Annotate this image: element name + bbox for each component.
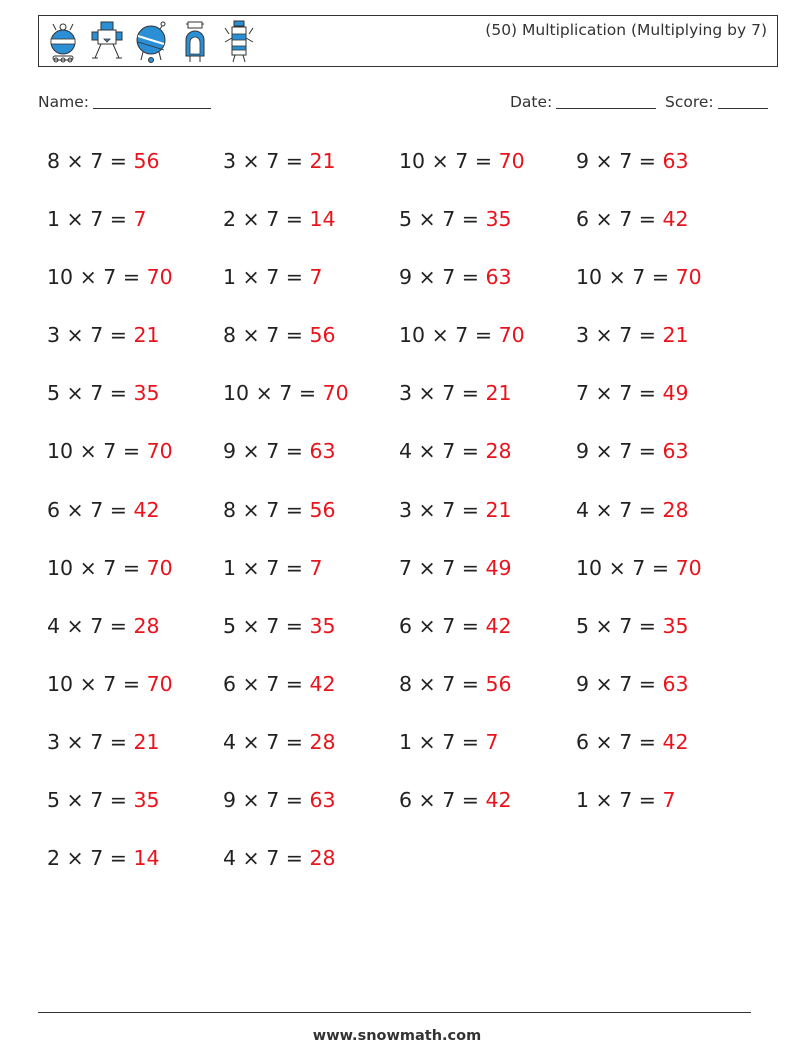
- problem-answer: 63: [309, 439, 336, 464]
- problem-answer: 21: [133, 323, 160, 348]
- problem-row: [47, 842, 767, 900]
- problem-row: [47, 319, 767, 377]
- problem-answer: 35: [133, 788, 160, 813]
- problem-question: 5 × 7 =: [223, 613, 310, 638]
- problem-row: [47, 668, 767, 726]
- problem-row: [47, 435, 767, 493]
- problem-answer: 28: [485, 439, 512, 464]
- problem-answer: 70: [146, 671, 173, 696]
- problem-item: [576, 377, 689, 409]
- problem-question: 4 × 7 =: [399, 439, 486, 464]
- robot-icons: [45, 20, 257, 64]
- problem-question: 7 × 7 =: [399, 555, 486, 580]
- problem-item: [576, 784, 676, 816]
- problem-item: [399, 494, 512, 526]
- problem-question: 5 × 7 =: [47, 381, 134, 406]
- problem-answer: 42: [662, 729, 689, 754]
- problem-item: [223, 203, 336, 235]
- problem-question: 7 × 7 =: [576, 381, 663, 406]
- problem-item: [47, 494, 160, 526]
- problem-row: [47, 610, 767, 668]
- problem-question: 10 × 7 =: [47, 555, 147, 580]
- problem-answer: 35: [662, 613, 689, 638]
- score-blank[interactable]: [718, 92, 768, 109]
- problem-item: [399, 784, 512, 816]
- problem-item: [223, 784, 336, 816]
- problem-item: [576, 494, 689, 526]
- problem-item: [399, 552, 512, 584]
- problem-question: 9 × 7 =: [399, 265, 486, 290]
- problem-question: 6 × 7 =: [576, 729, 663, 754]
- robot-capsule-icon: [177, 20, 213, 64]
- problem-answer: 42: [485, 613, 512, 638]
- problem-answer: 42: [485, 788, 512, 813]
- problem-item: [576, 668, 689, 700]
- problem-answer: 7: [485, 729, 499, 754]
- problem-item: [223, 842, 336, 874]
- problem-question: 3 × 7 =: [576, 323, 663, 348]
- problem-question: 9 × 7 =: [576, 439, 663, 464]
- problem-item: [47, 668, 173, 700]
- problem-answer: 70: [498, 149, 525, 173]
- problem-item: [399, 610, 512, 642]
- problem-question: 3 × 7 =: [399, 497, 486, 522]
- problem-question: 4 × 7 =: [576, 497, 663, 522]
- problem-question: 8 × 7 =: [399, 671, 486, 696]
- problem-question: 9 × 7 =: [576, 149, 663, 173]
- problem-answer: 21: [309, 149, 336, 173]
- footer-url: www.snowmath.com: [312, 1028, 482, 1044]
- problem-item: [223, 145, 336, 177]
- problem-answer: 28: [662, 497, 689, 522]
- problem-item: [47, 784, 160, 816]
- date-field[interactable]: [510, 92, 656, 111]
- problem-question: 10 × 7 =: [576, 265, 676, 290]
- problem-answer: 70: [146, 265, 173, 290]
- problem-answer: 70: [498, 323, 525, 348]
- problem-answer: 56: [133, 149, 160, 173]
- problem-question: 5 × 7 =: [576, 613, 663, 638]
- problem-answer: 28: [133, 613, 160, 638]
- problem-item: [399, 203, 512, 235]
- problem-question: 6 × 7 =: [399, 613, 486, 638]
- problem-question: 3 × 7 =: [399, 381, 486, 406]
- problem-item: [576, 203, 689, 235]
- problem-question: 10 × 7 =: [47, 265, 147, 290]
- problem-question: 10 × 7 =: [399, 323, 499, 348]
- problem-answer: 7: [309, 555, 323, 580]
- problem-item: [223, 726, 336, 758]
- problem-question: 2 × 7 =: [47, 846, 134, 871]
- problem-question: 6 × 7 =: [47, 497, 134, 522]
- problem-item: [399, 319, 525, 351]
- problem-item: [576, 261, 702, 293]
- problem-answer: 56: [485, 671, 512, 696]
- problem-question: 3 × 7 =: [47, 323, 134, 348]
- date-blank[interactable]: [556, 92, 656, 109]
- problem-row: [47, 726, 767, 784]
- problem-question: 1 × 7 =: [223, 265, 310, 290]
- problem-question: 8 × 7 =: [223, 323, 310, 348]
- problem-item: [223, 261, 323, 293]
- problem-question: 9 × 7 =: [576, 671, 663, 696]
- footer-divider: [38, 1012, 751, 1013]
- problem-row: [47, 145, 767, 203]
- problem-question: 3 × 7 =: [47, 729, 134, 754]
- problem-answer: 42: [662, 207, 689, 232]
- problem-question: 8 × 7 =: [223, 497, 310, 522]
- problem-item: [399, 435, 512, 467]
- problem-answer: 63: [485, 265, 512, 290]
- problem-answer: 49: [662, 381, 689, 406]
- problem-answer: 70: [675, 555, 702, 580]
- problem-item: [399, 261, 512, 293]
- problem-item: [223, 552, 323, 584]
- problem-question: 6 × 7 =: [576, 207, 663, 232]
- problem-item: [47, 435, 173, 467]
- problem-answer: 21: [133, 729, 160, 754]
- problem-item: [399, 668, 512, 700]
- problem-answer: 42: [133, 497, 160, 522]
- problem-item: [576, 145, 689, 177]
- problem-item: [47, 261, 173, 293]
- problem-question: 4 × 7 =: [223, 729, 310, 754]
- robot-box-icon: [89, 20, 125, 64]
- problem-question: 10 × 7 =: [47, 439, 147, 464]
- problem-item: [223, 610, 336, 642]
- problem-row: [47, 261, 767, 319]
- problem-item: [399, 726, 499, 758]
- problem-answer: 63: [662, 439, 689, 464]
- problem-answer: 42: [309, 671, 336, 696]
- problem-answer: 7: [133, 207, 147, 232]
- problem-answer: 14: [133, 846, 160, 871]
- problem-answer: 35: [133, 381, 160, 406]
- problem-question: 1 × 7 =: [223, 555, 310, 580]
- problem-answer: 70: [146, 555, 173, 580]
- problem-item: [47, 319, 160, 351]
- robot-round-icon: [45, 20, 81, 64]
- name-field[interactable]: [38, 92, 211, 111]
- problem-answer: 49: [485, 555, 512, 580]
- robot-ball-icon: [133, 20, 169, 64]
- problem-answer: 63: [662, 671, 689, 696]
- problem-question: 5 × 7 =: [399, 207, 486, 232]
- problem-item: [47, 145, 160, 177]
- problem-question: 5 × 7 =: [47, 788, 134, 813]
- problem-answer: 70: [146, 439, 173, 464]
- problem-item: [576, 435, 689, 467]
- name-label: Name:: [38, 93, 89, 111]
- problem-answer: 21: [662, 323, 689, 348]
- problem-item: [576, 610, 689, 642]
- problem-item: [576, 726, 689, 758]
- problem-item: [223, 377, 349, 409]
- problem-item: [47, 842, 160, 874]
- problem-item: [47, 610, 160, 642]
- problem-row: [47, 377, 767, 435]
- score-label: Score:: [665, 93, 714, 111]
- problem-question: 6 × 7 =: [223, 671, 310, 696]
- problem-item: [223, 319, 336, 351]
- problem-answer: 35: [485, 207, 512, 232]
- problem-answer: 56: [309, 497, 336, 522]
- problem-question: 6 × 7 =: [399, 788, 486, 813]
- problem-answer: 28: [309, 729, 336, 754]
- header-box: [38, 15, 778, 67]
- problem-answer: 56: [309, 323, 336, 348]
- problem-answer: 7: [662, 788, 676, 813]
- problem-question: 4 × 7 =: [223, 846, 310, 871]
- problem-answer: 21: [485, 381, 512, 406]
- problem-question: 1 × 7 =: [399, 729, 486, 754]
- problem-row: [47, 494, 767, 552]
- problem-question: 3 × 7 =: [223, 149, 310, 173]
- worksheet-title: (50) Multiplication (Multiplying by 7): [485, 21, 767, 39]
- problem-answer: 21: [485, 497, 512, 522]
- name-blank[interactable]: [93, 92, 211, 109]
- problem-answer: 14: [309, 207, 336, 232]
- problem-question: 10 × 7 =: [47, 671, 147, 696]
- problem-question: 10 × 7 =: [576, 555, 676, 580]
- problem-item: [399, 377, 512, 409]
- problem-question: 9 × 7 =: [223, 788, 310, 813]
- problem-question: 10 × 7 =: [223, 381, 323, 406]
- problem-item: [47, 203, 147, 235]
- problem-question: 8 × 7 =: [47, 149, 134, 173]
- problem-item: [576, 319, 689, 351]
- problem-row: [47, 784, 767, 842]
- problem-question: 10 × 7 =: [399, 149, 499, 173]
- problem-item: [223, 435, 336, 467]
- problem-item: [576, 552, 702, 584]
- problem-answer: 63: [662, 149, 689, 173]
- problem-answer: 35: [309, 613, 336, 638]
- problem-question: 1 × 7 =: [47, 207, 134, 232]
- date-label: Date:: [510, 93, 553, 111]
- problem-grid: [47, 145, 767, 900]
- problem-answer: 28: [309, 846, 336, 871]
- problem-item: [223, 668, 336, 700]
- score-field[interactable]: [665, 92, 768, 111]
- problem-item: [47, 377, 160, 409]
- problem-item: [223, 494, 336, 526]
- problem-answer: 7: [309, 265, 323, 290]
- problem-item: [47, 552, 173, 584]
- problem-question: 2 × 7 =: [223, 207, 310, 232]
- problem-answer: 63: [309, 788, 336, 813]
- problem-row: [47, 552, 767, 610]
- problem-question: 9 × 7 =: [223, 439, 310, 464]
- problem-answer: 70: [322, 381, 349, 406]
- problem-item: [47, 726, 160, 758]
- problem-answer: 70: [675, 265, 702, 290]
- problem-row: [47, 203, 767, 261]
- robot-tall-icon: [221, 20, 257, 64]
- problem-item: [399, 145, 525, 177]
- problem-question: 1 × 7 =: [576, 788, 663, 813]
- problem-question: 4 × 7 =: [47, 613, 134, 638]
